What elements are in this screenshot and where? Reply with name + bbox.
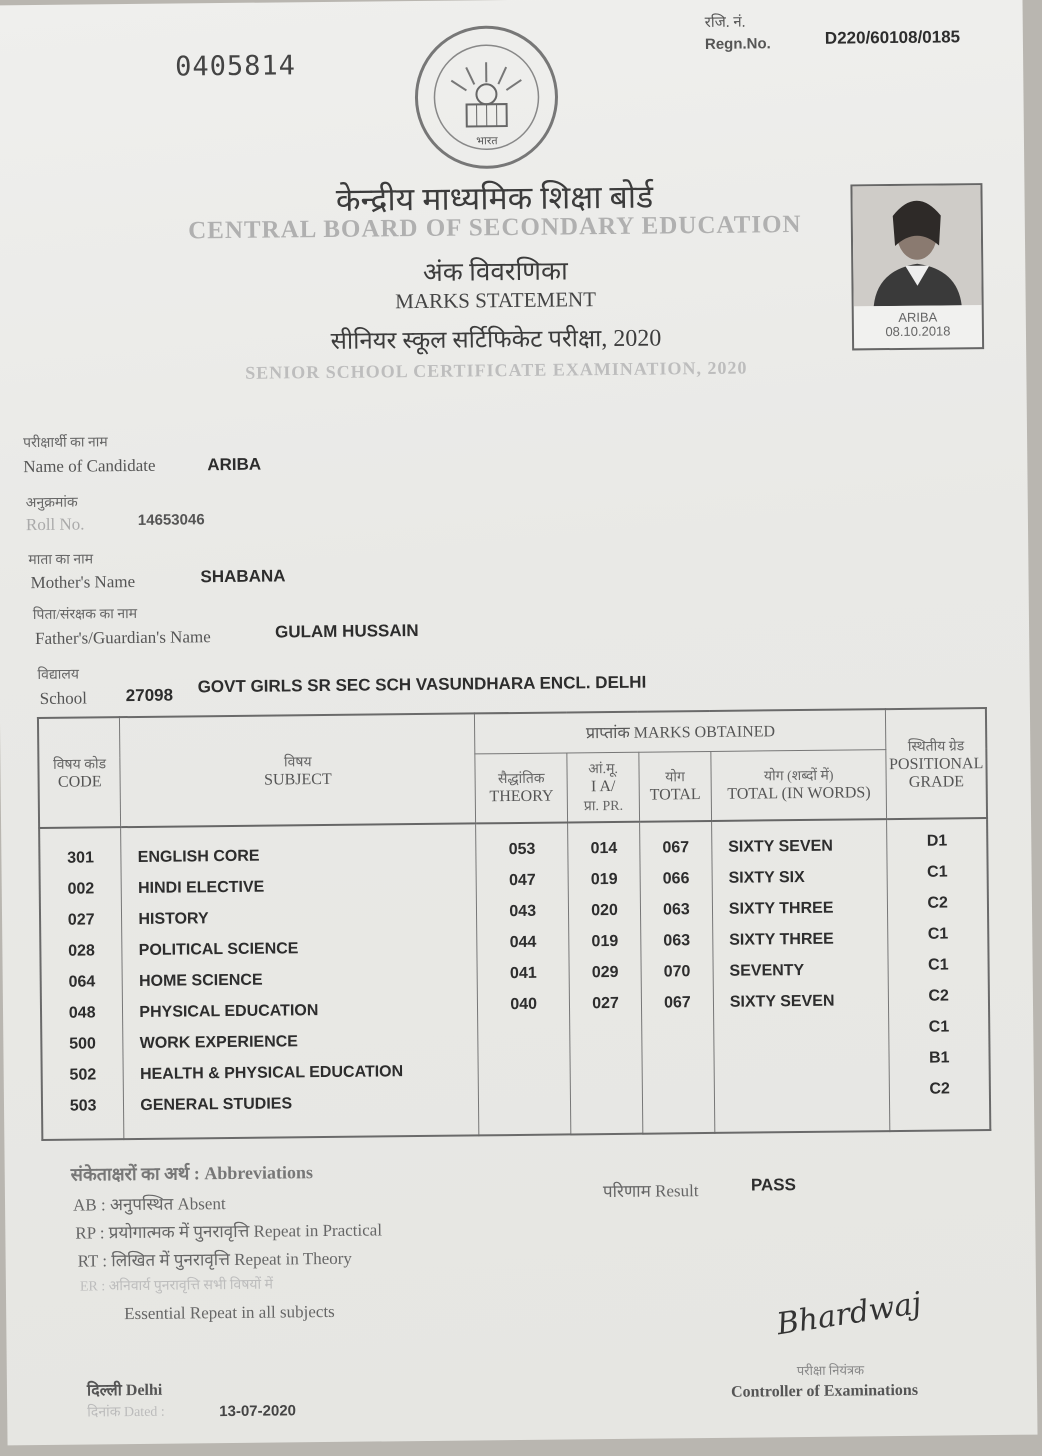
total-in-words: SEVENTY	[729, 961, 805, 980]
regn-label-hindi: रजि. नं.	[704, 14, 746, 31]
total-mark: 067	[662, 839, 690, 857]
header-theory: सैद्धांतिक THEORY	[475, 752, 568, 823]
abbreviation-item: RP : प्रयोगात्मक में पुनरावृत्ति Repeat in Practical	[75, 1220, 383, 1243]
positional-grade: C2	[928, 987, 949, 1005]
father-label-hindi: पिता/संरक्षक का नाम	[32, 606, 138, 624]
mother-label: Mother's Name	[30, 571, 136, 593]
subject-code: 064	[68, 973, 96, 991]
subject-code: 028	[68, 942, 95, 960]
total-in-words: SIXTY THREE	[729, 930, 834, 949]
subject-name: HEALTH & PHYSICAL EDUCATION	[139, 1063, 404, 1083]
total-mark: 063	[663, 932, 691, 950]
subject-code: 002	[67, 880, 95, 898]
controller-title-hindi: परीक्षा नियंत्रक	[796, 1362, 865, 1379]
positional-grade: C1	[927, 925, 949, 943]
board-name-english: CENTRAL BOARD OF SECONDARY EDUCATION	[188, 210, 802, 245]
header-code: विषय कोड CODE	[38, 717, 121, 828]
subject-code: 502	[69, 1066, 97, 1084]
ia-mark: 019	[590, 870, 618, 889]
total-column	[640, 821, 715, 1134]
theory-mark: 040	[510, 995, 538, 1014]
ia-mark: 027	[592, 994, 619, 1013]
code-column	[39, 827, 124, 1140]
positional-grade: B1	[928, 1049, 950, 1067]
mother-name: SHABANA	[200, 566, 286, 587]
subject-name: POLITICAL SCIENCE	[138, 940, 299, 959]
header-ia: आं.मू. I A/ प्रा. PR.	[567, 752, 640, 823]
result-label: परिणाम Result	[602, 1181, 699, 1202]
document-title: MARKS STATEMENT	[395, 287, 597, 314]
controller-signature: Bhardwaj	[774, 1285, 924, 1343]
roll-label-hindi: अनुक्रमांक	[25, 495, 78, 512]
total-in-words: SIXTY SIX	[728, 868, 805, 887]
school-code: 27098	[125, 685, 174, 706]
roll-number: 14653046	[137, 511, 205, 529]
school-label: School	[39, 688, 88, 708]
theory-mark: 047	[508, 871, 536, 890]
header-subject: विषय SUBJECT	[120, 713, 476, 827]
place: दिल्ली Delhi	[86, 1381, 163, 1400]
theory-mark: 043	[509, 902, 537, 921]
regn-label: Regn.No.	[704, 35, 771, 53]
total-mark: 067	[663, 994, 691, 1012]
subject-code: 301	[67, 849, 95, 867]
ia-mark: 029	[591, 963, 619, 982]
subject-name: PHYSICAL EDUCATION	[139, 1002, 319, 1021]
theory-mark: 044	[509, 933, 537, 952]
subject-code: 027	[67, 911, 95, 929]
positional-grade: C2	[927, 894, 948, 912]
positional-grade: C1	[928, 956, 949, 974]
ia-mark: 019	[591, 932, 619, 951]
school-label-hindi: विद्यालय	[37, 667, 80, 683]
total-words-column	[711, 819, 890, 1133]
ia-column	[568, 822, 643, 1135]
subject-code: 500	[69, 1035, 96, 1053]
subject-name: HOME SCIENCE	[138, 971, 263, 990]
abbreviations-title: संकेताक्षरों का अर्थ : Abbreviations	[70, 1162, 314, 1185]
header-grade: स्थितीय ग्रेड POSITIONAL GRADE	[886, 708, 987, 819]
total-mark: 063	[662, 901, 690, 919]
abbreviation-item: RT : लिखित में पुनरावृत्ति Repeat in Theory	[77, 1248, 352, 1271]
exam-title-hindi: सीनियर स्कूल सर्टिफिकेट परीक्षा, 2020	[330, 325, 662, 355]
board-name-hindi: केन्द्रीय माध्यमिक शिक्षा बोर्ड	[335, 178, 654, 218]
header-total: योग TOTAL	[639, 751, 712, 822]
abbreviation-item: ER : अनिवार्य पुनरावृत्ति सभी विषयों में	[79, 1277, 274, 1295]
total-mark: 066	[662, 870, 690, 888]
candidate-name: ARIBA	[207, 454, 262, 475]
result-value: PASS	[750, 1175, 797, 1195]
date-label: दिनांक Dated :	[87, 1404, 165, 1421]
total-mark: 070	[663, 963, 691, 981]
name-label-hindi: परीक्षार्थी का नाम	[23, 435, 108, 452]
subject-code: 503	[69, 1097, 97, 1115]
regn-number: D220/60108/0185	[824, 27, 961, 48]
controller-title: Controller of Examinations	[730, 1381, 919, 1401]
seal-text: भारत	[476, 134, 498, 148]
subject-name: HISTORY	[138, 910, 209, 928]
subject-name: ENGLISH CORE	[137, 847, 260, 866]
grade-column	[887, 818, 990, 1131]
ia-mark: 020	[591, 901, 618, 920]
subject-name: GENERAL STUDIES	[140, 1095, 293, 1114]
father-name: GULAM HUSSAIN	[274, 621, 419, 642]
theory-mark: 041	[509, 964, 537, 983]
header-total-words: योग (शब्दों में) TOTAL (IN WORDS)	[711, 749, 887, 821]
roll-label: Roll No.	[25, 514, 85, 535]
header-marks-obtained: प्राप्तांक MARKS OBTAINED	[475, 709, 887, 753]
subject-code: 048	[68, 1004, 96, 1022]
candidate-photo	[852, 185, 981, 306]
name-label: Name of Candidate	[23, 455, 156, 477]
subject-name: HINDI ELECTIVE	[137, 878, 265, 897]
abbreviation-item: Essential Repeat in all subjects	[124, 1301, 335, 1324]
candidate-photo-frame	[850, 183, 984, 350]
exam-title-english: SENIOR SCHOOL CERTIFICATE EXAMINATION, 2020	[245, 357, 748, 383]
ia-mark: 014	[590, 839, 618, 858]
positional-grade: C1	[927, 863, 948, 881]
abbreviation-item: AB : अनुपस्थित Absent	[72, 1194, 226, 1215]
subject-name: WORK EXPERIENCE	[139, 1033, 299, 1052]
theory-mark: 053	[508, 840, 536, 859]
father-label: Father's/Guardian's Name	[35, 627, 211, 649]
document-title-hindi: अंक विवरणिका	[422, 256, 568, 287]
total-in-words: SIXTY THREE	[728, 899, 834, 918]
marks-table	[37, 707, 991, 1141]
theory-column	[476, 822, 571, 1135]
photo-name: ARIBA	[898, 309, 938, 325]
serial-number: 0405814	[174, 50, 297, 83]
school-name: GOVT GIRLS SR SEC SCH VASUNDHARA ENCL. DELHI	[197, 672, 647, 697]
positional-grade: D1	[926, 832, 948, 850]
positional-grade: C1	[928, 1018, 950, 1036]
issue-date: 13-07-2020	[219, 1402, 297, 1421]
subject-column	[121, 823, 479, 1139]
mother-label-hindi: माता का नाम	[28, 552, 94, 569]
cbse-seal-icon	[411, 21, 563, 173]
total-in-words: SIXTY SEVEN	[728, 837, 833, 856]
total-in-words: SIXTY SEVEN	[729, 992, 835, 1011]
photo-date: 08.10.2018	[885, 323, 951, 340]
positional-grade: C2	[929, 1080, 950, 1098]
